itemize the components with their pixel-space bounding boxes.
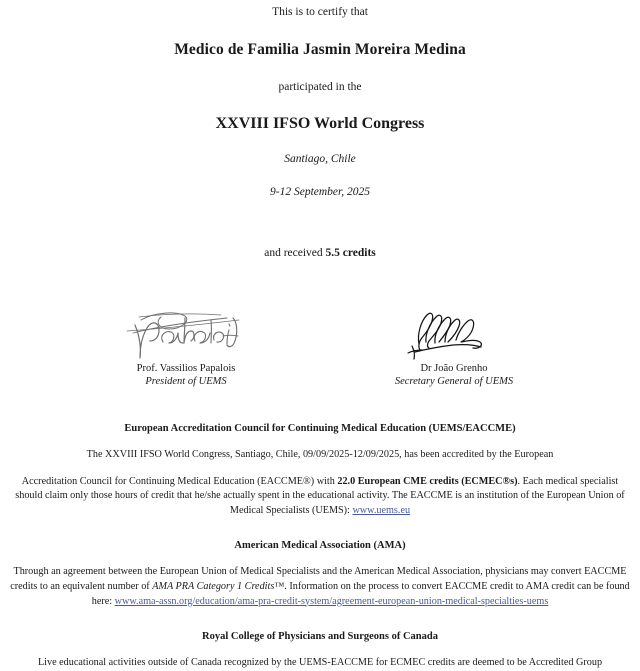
section-body-eaccme <box>9 475 631 519</box>
signature-role-secretary: Secretary General of UEMS <box>394 376 514 387</box>
section-eaccme <box>0 422 640 518</box>
event-title: XXVIII IFSO World Congress <box>215 115 425 132</box>
accreditation-sections <box>0 422 640 671</box>
section-body-ama <box>9 565 631 609</box>
section-title-royal-college: Royal College of Physicians and Surgeons of Canada <box>202 631 438 643</box>
signature-mark-papalois <box>66 300 306 362</box>
certificate-header <box>0 0 640 260</box>
eaccme-credit-amount: 22.0 European CME credits (ECMEC®s) <box>337 475 518 487</box>
eaccme-text-b: . Each medical specialist should claim only those hours of credit that he/she actually spent in the educational activity. The EACCME is an institution of the European Union of Medical Specialists (UEMS): <box>15 475 625 516</box>
participated-line: participated in the <box>278 81 362 93</box>
section-body-eaccme-intro: The XXVIII IFSO World Congress, Santiago, Chile, 09/09/2025-12/09/2025, has been accredited by the European <box>86 449 554 460</box>
section-royal-college <box>0 630 640 671</box>
credits-line <box>0 246 640 260</box>
uems-website-link[interactable]: www.uems.eu <box>352 504 411 516</box>
ama-text-b: . Information on the process to convert EACCME credit to AMA credit can be found here: <box>91 580 630 607</box>
section-title-eaccme: European Accreditation Council for Continuing Medical Education (UEMS/EACCME) <box>124 423 516 434</box>
signature-name-secretary: Dr João Grenho <box>420 363 488 374</box>
signature-mark-grenho <box>334 300 574 362</box>
signature-block-president <box>66 300 306 388</box>
signature-role-president: President of UEMS <box>145 376 227 387</box>
event-dates: 9-12 September, 2025 <box>270 186 370 198</box>
signature-block-secretary <box>334 300 574 388</box>
recipient-name: Medico de Familia Jasmin Moreira Medina <box>174 41 466 58</box>
section-title-ama: American Medical Association (AMA) <box>234 540 406 552</box>
section-body-royal-college: Live educational activities outside of Canada recognized by the UEMS-EACCME for ECMEC credits are deemed to be Accredited Group <box>37 657 603 669</box>
section-ama <box>0 539 640 609</box>
signature-name-president: Prof. Vassilios Papalois <box>136 363 236 374</box>
credits-prefix: and received <box>264 247 326 259</box>
signature-row <box>0 300 640 388</box>
certify-line: This is to certify that <box>272 6 368 18</box>
event-location: Santiago, Chile <box>284 153 356 165</box>
eaccme-text-a: Accreditation Council for Continuing Medical Education (EACCME®) with <box>21 475 338 487</box>
ama-pra-credits-label: AMA PRA Category 1 Credits™ <box>152 580 285 592</box>
ama-text-a: Through an agreement between the European Union of Medical Specialists and the American Medical Association, physicians may convert EACCME credits to an equivalent number of <box>10 566 627 592</box>
credits-value: 5.5 credits <box>325 247 376 259</box>
ama-credit-system-link[interactable]: www.ama-assn.org/education/ama-pra-credit-system/agreement-european-union-medical-specialties-uems <box>114 595 549 607</box>
